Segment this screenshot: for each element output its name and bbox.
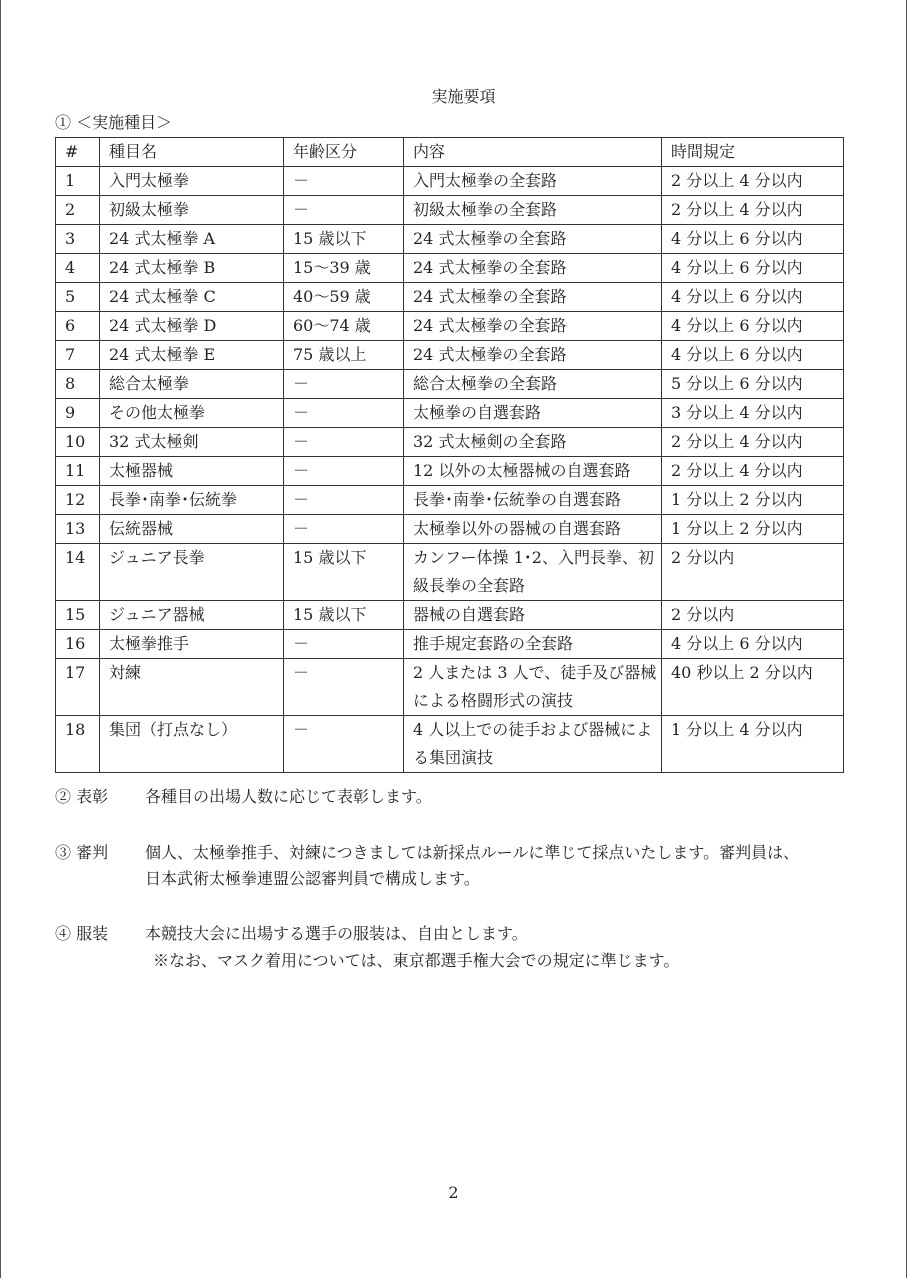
table-cell: ジュニア器械 xyxy=(100,601,284,630)
table-cell: － xyxy=(284,457,404,486)
table-cell: 3 xyxy=(56,225,100,254)
table-cell: 3 分以上 4 分以内 xyxy=(662,399,844,428)
table-cell: 1 分以上 2 分以内 xyxy=(662,515,844,544)
table-cell: 12 xyxy=(56,486,100,515)
table-cell: 32 式太極剣 xyxy=(100,428,284,457)
table-cell: 対練 xyxy=(100,659,284,716)
table-cell: 2 分以上 4 分以内 xyxy=(662,167,844,196)
table-cell: 7 xyxy=(56,341,100,370)
table-cell: － xyxy=(284,196,404,225)
table-cell: 器械の自選套路 xyxy=(404,601,662,630)
table-cell: カンフー体操 1･2、入門長拳、初級長拳の全套路 xyxy=(404,544,662,601)
table-cell: 12 以外の太極器械の自選套路 xyxy=(404,457,662,486)
section-4-line2: ※なお、マスク着用については、東京都選手権大会での規定に準じます。 xyxy=(153,951,680,970)
table-cell: 6 xyxy=(56,312,100,341)
table-cell: 総合太極拳 xyxy=(100,370,284,399)
table-cell: － xyxy=(284,428,404,457)
table-row xyxy=(56,544,844,601)
table-cell: 2 分以内 xyxy=(662,601,844,630)
column-header: 内容 xyxy=(404,138,662,167)
table-cell: 太極器械 xyxy=(100,457,284,486)
table-cell: 40～59 歳 xyxy=(284,283,404,312)
table-row xyxy=(56,341,844,370)
section-4-label: ④ 服装 xyxy=(55,924,109,943)
table-cell: 推手規定套路の全套路 xyxy=(404,630,662,659)
table-cell: － xyxy=(284,515,404,544)
table-cell: － xyxy=(284,659,404,716)
table-cell: 総合太極拳の全套路 xyxy=(404,370,662,399)
table-cell: 4 分以上 6 分以内 xyxy=(662,341,844,370)
column-header: # xyxy=(56,138,100,167)
table-cell: 24 式太極拳の全套路 xyxy=(404,283,662,312)
table-row xyxy=(56,196,844,225)
table-row xyxy=(56,399,844,428)
table-cell: － xyxy=(284,167,404,196)
table-row xyxy=(56,716,844,773)
section-3-label: ③ 審判 xyxy=(55,843,109,862)
column-header: 種目名 xyxy=(100,138,284,167)
table-cell: 2 xyxy=(56,196,100,225)
table-cell: 1 分以上 4 分以内 xyxy=(662,716,844,773)
table-cell: 14 xyxy=(56,544,100,601)
table-row xyxy=(56,312,844,341)
table-cell: 15 xyxy=(56,601,100,630)
section-1-heading: ① ＜実施種目＞ xyxy=(55,113,173,132)
table-cell: 16 xyxy=(56,630,100,659)
table-cell: 2 分以上 4 分以内 xyxy=(662,428,844,457)
events-table xyxy=(55,137,844,773)
table-cell: 太極拳以外の器械の自選套路 xyxy=(404,515,662,544)
table-row xyxy=(56,370,844,399)
table-cell: 24 式太極拳 A xyxy=(100,225,284,254)
table-cell: 4 分以上 6 分以内 xyxy=(662,312,844,341)
table-cell: 太極拳の自選套路 xyxy=(404,399,662,428)
table-cell: 24 式太極拳の全套路 xyxy=(404,312,662,341)
page-number: 2 xyxy=(448,1183,459,1202)
table-cell: 40 秒以上 2 分以内 xyxy=(662,659,844,716)
section-2-text: 各種目の出場人数に応じて表彰します。 xyxy=(145,787,432,806)
table-cell: 長拳･南拳･伝統拳 xyxy=(100,486,284,515)
table-cell: 4 分以上 6 分以内 xyxy=(662,630,844,659)
table-cell: 24 式太極拳 E xyxy=(100,341,284,370)
table-cell: 8 xyxy=(56,370,100,399)
table-row xyxy=(56,486,844,515)
table-row xyxy=(56,601,844,630)
column-header: 年齢区分 xyxy=(284,138,404,167)
table-row xyxy=(56,167,844,196)
table-row xyxy=(56,428,844,457)
table-cell: 13 xyxy=(56,515,100,544)
table-cell: 24 式太極拳の全套路 xyxy=(404,254,662,283)
table-cell: 5 分以上 6 分以内 xyxy=(662,370,844,399)
table-cell: 75 歳以上 xyxy=(284,341,404,370)
table-cell: 60～74 歳 xyxy=(284,312,404,341)
table-cell: 4 分以上 6 分以内 xyxy=(662,283,844,312)
table-cell: 24 式太極拳の全套路 xyxy=(404,341,662,370)
table-cell: － xyxy=(284,370,404,399)
table-cell: 15～39 歳 xyxy=(284,254,404,283)
table-cell: － xyxy=(284,630,404,659)
table-cell: 1 xyxy=(56,167,100,196)
table-cell: 15 歳以下 xyxy=(284,601,404,630)
table-cell: 4 人以上での徒手および器械による集団演技 xyxy=(404,716,662,773)
table-cell: 4 分以上 6 分以内 xyxy=(662,254,844,283)
table-cell: ジュニア長拳 xyxy=(100,544,284,601)
table-cell: 初級太極拳 xyxy=(100,196,284,225)
table-cell: 太極拳推手 xyxy=(100,630,284,659)
table-header-row xyxy=(56,138,844,167)
table-cell: 24 式太極拳 D xyxy=(100,312,284,341)
table-row xyxy=(56,515,844,544)
table-cell: 1 分以上 2 分以内 xyxy=(662,486,844,515)
table-cell: 長拳･南拳･伝統拳の自選套路 xyxy=(404,486,662,515)
table-cell: 4 xyxy=(56,254,100,283)
table-cell: 32 式太極剣の全套路 xyxy=(404,428,662,457)
section-2-label: ② 表彰 xyxy=(55,787,109,806)
table-cell: 15 歳以下 xyxy=(284,225,404,254)
section-4-line1: 本競技大会に出場する選手の服装は、自由とします。 xyxy=(145,924,528,943)
table-cell: 4 分以上 6 分以内 xyxy=(662,225,844,254)
table-row xyxy=(56,630,844,659)
column-header: 時間規定 xyxy=(662,138,844,167)
table-cell: 入門太極拳 xyxy=(100,167,284,196)
section-3-line2: 日本武術太極拳連盟公認審判員で構成します。 xyxy=(145,869,480,888)
table-row xyxy=(56,659,844,716)
table-cell: 2 分以上 4 分以内 xyxy=(662,196,844,225)
table-cell: 24 式太極拳の全套路 xyxy=(404,225,662,254)
table-cell: 初級太極拳の全套路 xyxy=(404,196,662,225)
table-cell: 11 xyxy=(56,457,100,486)
section-3-line1: 個人、太極拳推手、対練につきましては新採点ルールに準じて採点いたします。審判員は、 xyxy=(145,843,800,862)
table-cell: 10 xyxy=(56,428,100,457)
table-row xyxy=(56,457,844,486)
section-4 xyxy=(55,924,528,944)
table-cell: 2 分以上 4 分以内 xyxy=(662,457,844,486)
table-cell: 集団（打点なし） xyxy=(100,716,284,773)
document-title: 実施要項 xyxy=(431,87,496,106)
table-cell: － xyxy=(284,486,404,515)
table-cell: 入門太極拳の全套路 xyxy=(404,167,662,196)
table-cell: 15 歳以下 xyxy=(284,544,404,601)
table-cell: 17 xyxy=(56,659,100,716)
table-row xyxy=(56,225,844,254)
table-cell: 2 人または 3 人で、徒手及び器械による格闘形式の演技 xyxy=(404,659,662,716)
table-cell: 2 分以内 xyxy=(662,544,844,601)
section-3 xyxy=(55,843,799,863)
table-cell: － xyxy=(284,716,404,773)
section-2 xyxy=(55,787,432,807)
table-row xyxy=(56,254,844,283)
table-cell: 伝統器械 xyxy=(100,515,284,544)
table-cell: 24 式太極拳 C xyxy=(100,283,284,312)
table-cell: 5 xyxy=(56,283,100,312)
table-cell: － xyxy=(284,399,404,428)
table-cell: 9 xyxy=(56,399,100,428)
table-cell: 18 xyxy=(56,716,100,773)
table-cell: 24 式太極拳 B xyxy=(100,254,284,283)
table-cell: その他太極拳 xyxy=(100,399,284,428)
table-row xyxy=(56,283,844,312)
